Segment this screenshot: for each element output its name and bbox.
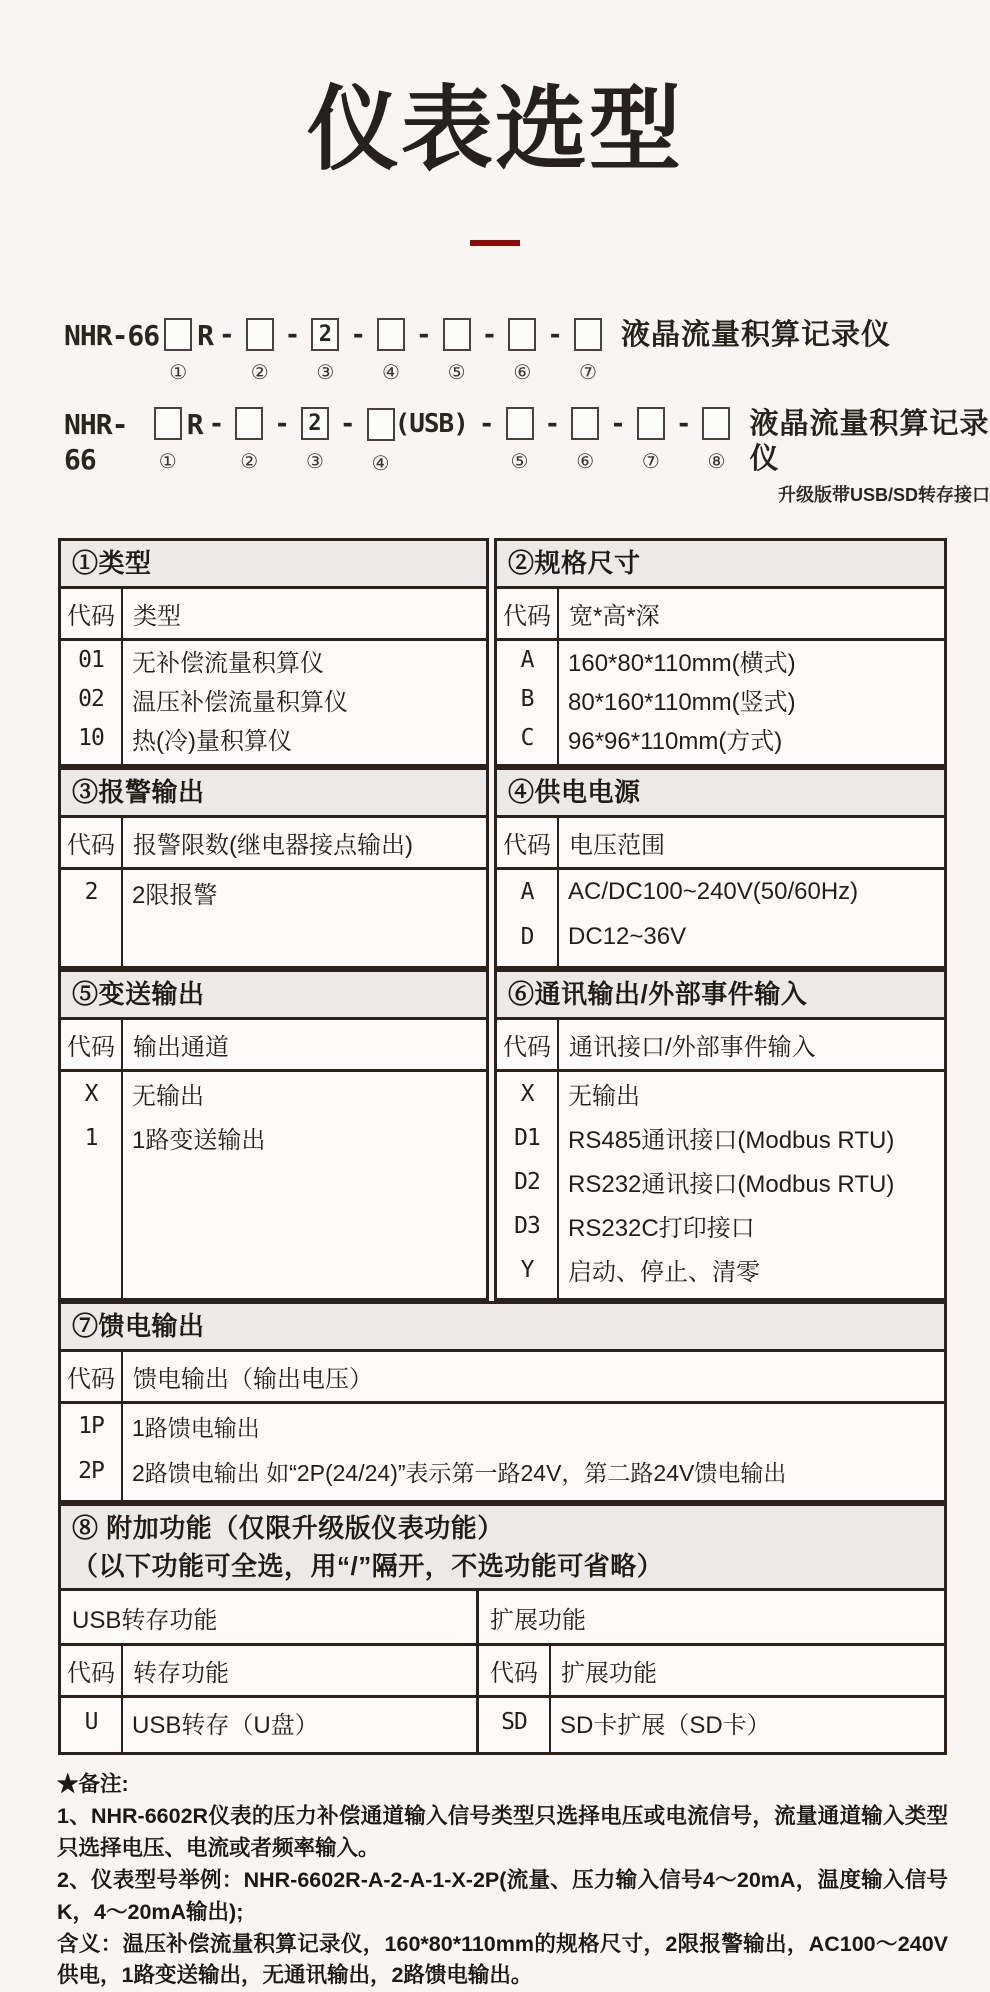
section-body bbox=[61, 1698, 476, 1752]
model-slot-4-usb bbox=[367, 407, 468, 474]
position-number: ① bbox=[169, 362, 188, 384]
model-slot-6 bbox=[571, 407, 599, 472]
code-box bbox=[154, 407, 182, 440]
desc-cell: 无输出 bbox=[568, 1083, 640, 1111]
notes bbox=[57, 1769, 948, 1992]
code-cell: C bbox=[497, 719, 559, 758]
filler-row bbox=[61, 1494, 944, 1500]
model-slot-7 bbox=[637, 407, 665, 472]
table-row bbox=[61, 870, 486, 915]
section-size bbox=[494, 538, 947, 767]
code-cell: 2P bbox=[61, 1449, 123, 1494]
usb-transfer-subtable bbox=[61, 1591, 476, 1752]
model-slot-1 bbox=[164, 318, 192, 383]
code-cell: X bbox=[497, 1072, 559, 1116]
code-box bbox=[164, 318, 192, 351]
code-box bbox=[702, 407, 730, 440]
code-box bbox=[508, 318, 536, 351]
usb-label: (USB) bbox=[394, 409, 468, 439]
desc-header-cell: 馈电输出（输出电压） bbox=[133, 1365, 373, 1393]
dash-separator: - bbox=[544, 409, 561, 439]
section-additional-functions bbox=[58, 1503, 947, 1756]
code-cell: 1P bbox=[61, 1404, 123, 1449]
desc-cell: DC12~36V bbox=[568, 923, 687, 951]
section-body bbox=[497, 641, 944, 764]
code-header-cell: 代码 bbox=[497, 589, 559, 638]
code-header-cell: 代码 bbox=[479, 1646, 551, 1695]
dash-separator: - bbox=[481, 320, 498, 350]
position-number: ② bbox=[250, 362, 269, 384]
code-box bbox=[637, 407, 665, 440]
model-slot-3 bbox=[311, 318, 339, 383]
section-body bbox=[61, 1072, 486, 1298]
position-number: ② bbox=[240, 451, 259, 473]
desc-header-cell: 扩展功能 bbox=[561, 1660, 657, 1688]
usb-box-row bbox=[367, 407, 468, 442]
model-suffix-col bbox=[621, 318, 891, 353]
table-row bbox=[497, 1116, 944, 1160]
model-slot-5 bbox=[443, 318, 471, 383]
position-number: ⑥ bbox=[576, 451, 595, 473]
product-name: 液晶流量积算记录仪 bbox=[749, 408, 990, 475]
desc-cell: 160*80*110mm(横式) bbox=[568, 649, 796, 677]
position-number: ④ bbox=[382, 362, 400, 384]
section-alarm-output bbox=[58, 767, 489, 969]
table-band-3 bbox=[58, 969, 947, 1301]
model-slot-7 bbox=[574, 318, 602, 383]
code-cell: A bbox=[497, 641, 559, 680]
code-box: 2 bbox=[311, 318, 339, 351]
expansion-subtable bbox=[476, 1591, 944, 1752]
model-slot-1 bbox=[154, 407, 182, 472]
model-slot-8 bbox=[702, 407, 730, 472]
model-letter-r: R bbox=[197, 319, 214, 352]
desc-header-cell: 电压范围 bbox=[569, 831, 665, 859]
section-body bbox=[61, 870, 486, 966]
code-box bbox=[571, 407, 599, 440]
subheader-row bbox=[479, 1646, 944, 1698]
position-number: ⑥ bbox=[513, 362, 532, 384]
dash-separator: - bbox=[274, 409, 290, 439]
section-header: ④供电电源 bbox=[497, 770, 944, 818]
code-header-cell: 代码 bbox=[497, 1020, 559, 1069]
table-row bbox=[61, 719, 486, 758]
desc-cell: SD卡扩展（SD卡） bbox=[560, 1711, 771, 1739]
subheader-row bbox=[497, 818, 944, 870]
desc-cell: RS232通讯接口(Modbus RTU) bbox=[568, 1171, 895, 1199]
dash-separator: - bbox=[219, 320, 235, 350]
position-number: ⑦ bbox=[578, 362, 597, 384]
code-box bbox=[506, 407, 534, 440]
position-number: ⑤ bbox=[447, 362, 466, 384]
section-body bbox=[479, 1698, 944, 1752]
dash-separator: - bbox=[415, 320, 432, 350]
section-transmit-output bbox=[58, 969, 489, 1301]
subheader-row bbox=[497, 589, 944, 641]
section-header: ②规格尺寸 bbox=[497, 541, 944, 589]
note-line: 1、NHR-6602R仪表的压力补偿通道输入信号类型只选择电压或电流信号，流量通道输入类型只选择电压、电流或者频率输入。 bbox=[57, 1804, 948, 1861]
code-box bbox=[246, 318, 274, 351]
table-row bbox=[497, 1248, 944, 1292]
code-box bbox=[574, 318, 602, 351]
subheader-row bbox=[61, 1352, 944, 1404]
table-band-2 bbox=[58, 767, 947, 969]
section-header: ③报警输出 bbox=[61, 770, 486, 818]
section-header-line-2: （以下功能可全选，用“/”隔开，不选功能可省略） bbox=[72, 1550, 664, 1581]
subheader-row bbox=[61, 1020, 486, 1072]
filler-row bbox=[61, 758, 486, 764]
code-box: 2 bbox=[301, 407, 329, 440]
dash-separator: - bbox=[675, 409, 692, 439]
position-number: ⑤ bbox=[510, 451, 529, 473]
code-cell: D2 bbox=[497, 1160, 559, 1204]
subheader-row bbox=[61, 1646, 476, 1698]
section-body bbox=[61, 641, 486, 764]
section-power-supply bbox=[494, 767, 947, 969]
table-row bbox=[61, 680, 486, 719]
section-header bbox=[61, 1506, 944, 1592]
code-cell: U bbox=[61, 1698, 123, 1746]
table-row bbox=[61, 1698, 476, 1746]
filler-row bbox=[497, 1292, 944, 1298]
title-underline bbox=[470, 240, 520, 246]
code-box bbox=[235, 407, 263, 440]
position-number: ⑦ bbox=[641, 451, 660, 473]
desc-cell: 1路馈电输出 bbox=[132, 1414, 260, 1441]
code-cell: 1 bbox=[61, 1116, 123, 1160]
code-header-cell: 代码 bbox=[61, 1020, 123, 1069]
section-header: ⑦馈电输出 bbox=[61, 1304, 944, 1352]
dash-separator: - bbox=[208, 409, 225, 439]
dash-separator: - bbox=[350, 320, 366, 350]
section-body bbox=[61, 1404, 944, 1500]
model-prefix: NHR-66 bbox=[64, 319, 160, 352]
group-title: 扩展功能 bbox=[479, 1591, 944, 1646]
model-slot-3 bbox=[301, 407, 329, 472]
section-header: ⑤变送输出 bbox=[61, 972, 486, 1020]
table-row bbox=[497, 1160, 944, 1204]
product-name: 液晶流量积算记录仪 bbox=[620, 319, 891, 351]
section-body bbox=[497, 870, 944, 966]
table-row bbox=[61, 1072, 486, 1116]
table-row bbox=[497, 719, 944, 758]
position-number: ③ bbox=[316, 362, 335, 384]
desc-header-cell: 类型 bbox=[133, 602, 181, 630]
desc-cell: 80*160*110mm(竖式) bbox=[568, 688, 796, 716]
table-row bbox=[61, 1116, 486, 1160]
desc-cell: 2路馈电输出 如“2P(24/24)”表示第一路24V，第二路24V馈电输出 bbox=[132, 1459, 787, 1486]
code-header-cell: 代码 bbox=[497, 818, 559, 867]
section-header: ⑥通讯输出/外部事件输入 bbox=[497, 972, 944, 1020]
dash-separator: - bbox=[284, 320, 301, 350]
desc-cell: 热(冷)量积算仪 bbox=[132, 727, 292, 755]
desc-cell: 温压补偿流量积算仪 bbox=[132, 688, 348, 716]
code-header-cell: 代码 bbox=[61, 589, 123, 638]
model-letter-r: R bbox=[186, 408, 203, 441]
desc-cell: RS485通讯接口(Modbus RTU) bbox=[568, 1127, 895, 1155]
code-box bbox=[367, 408, 395, 441]
table-band-1 bbox=[58, 538, 947, 767]
note-line: 含义：温压补偿流量积算记录仪，160*80*110mm的规格尺寸，2限报警输出，AC100～240V供电，1路变送输出，无通讯输出，2路馈电输出。 bbox=[57, 1931, 948, 1988]
model-code-block bbox=[64, 318, 990, 504]
position-number: ⑧ bbox=[707, 451, 726, 473]
position-number: ③ bbox=[305, 451, 324, 473]
filler-row bbox=[479, 1746, 944, 1752]
code-cell: Y bbox=[497, 1248, 559, 1292]
model-slot-6 bbox=[508, 318, 536, 383]
code-cell: B bbox=[497, 680, 559, 719]
model-slot-4 bbox=[377, 318, 405, 383]
desc-header-cell: 报警限数(继电器接点输出) bbox=[133, 831, 413, 859]
dash-separator: - bbox=[478, 409, 495, 439]
section-body bbox=[497, 1072, 944, 1298]
code-cell: 02 bbox=[61, 680, 123, 719]
table-row bbox=[61, 1449, 944, 1494]
code-box bbox=[443, 318, 471, 351]
filler-row bbox=[497, 758, 944, 764]
position-number: ④ bbox=[371, 453, 390, 475]
desc-cell: AC/DC100~240V(50/60Hz) bbox=[568, 878, 859, 906]
table-row bbox=[497, 870, 944, 915]
notes-title: ★备注: bbox=[57, 1772, 129, 1797]
code-header-cell: 代码 bbox=[61, 1646, 123, 1695]
table-row bbox=[497, 1204, 944, 1248]
subheader-row bbox=[497, 1020, 944, 1072]
table-row bbox=[497, 641, 944, 680]
code-cell: D1 bbox=[497, 1116, 559, 1160]
code-cell: 01 bbox=[61, 641, 123, 680]
section-feed-output bbox=[58, 1301, 947, 1503]
filler-row bbox=[61, 1160, 486, 1298]
code-cell: 2 bbox=[61, 870, 123, 915]
table-row bbox=[497, 1072, 944, 1116]
selection-table bbox=[58, 538, 947, 1755]
code-header-cell: 代码 bbox=[61, 818, 123, 867]
model-line-1 bbox=[64, 318, 990, 383]
section-header-line-1: ⑧ 附加功能（仅限升级版仪表功能） bbox=[72, 1512, 504, 1543]
code-cell: SD bbox=[479, 1698, 551, 1746]
table-row bbox=[61, 641, 486, 680]
subheader-row bbox=[61, 589, 486, 641]
table-row bbox=[497, 915, 944, 960]
filler-row bbox=[497, 960, 944, 966]
desc-cell: 2限报警 bbox=[132, 881, 218, 909]
table-row bbox=[497, 680, 944, 719]
desc-cell: 无补偿流量积算仪 bbox=[132, 649, 324, 677]
model-slot-5 bbox=[506, 407, 534, 472]
model-prefix: NHR-66 bbox=[64, 408, 128, 476]
group-title: USB转存功能 bbox=[61, 1591, 476, 1646]
desc-header-cell: 输出通道 bbox=[133, 1033, 229, 1061]
code-cell: D3 bbox=[497, 1204, 559, 1248]
desc-cell: USB转存（U盘） bbox=[132, 1711, 319, 1739]
code-cell: X bbox=[61, 1072, 123, 1116]
page-title: 仪表选型 bbox=[306, 79, 683, 181]
code-cell: D bbox=[497, 915, 559, 960]
position-number: ① bbox=[158, 451, 177, 473]
desc-cell: 1路变送输出 bbox=[132, 1127, 266, 1155]
filler-row bbox=[61, 915, 486, 966]
upgrade-note: 升级版带USB/SD转存接口 bbox=[777, 485, 990, 505]
desc-cell: 启动、停止、清零 bbox=[568, 1259, 760, 1287]
code-header-cell: 代码 bbox=[61, 1352, 123, 1401]
desc-cell: 无输出 bbox=[132, 1083, 204, 1111]
model-slot-2 bbox=[246, 318, 274, 383]
sub-table-columns bbox=[61, 1591, 944, 1752]
desc-header-cell: 转存功能 bbox=[133, 1660, 229, 1688]
section-communication bbox=[494, 969, 947, 1301]
section-header: ①类型 bbox=[61, 541, 486, 589]
code-cell: A bbox=[497, 870, 559, 915]
code-box bbox=[377, 318, 405, 351]
dash-separator: - bbox=[547, 320, 563, 350]
subheader-row bbox=[61, 818, 486, 870]
desc-cell: 96*96*110mm(方式) bbox=[568, 727, 783, 755]
table-band-4 bbox=[58, 1301, 947, 1503]
model-slot-2 bbox=[235, 407, 263, 472]
note-line: 2、仪表型号举例：NHR-6602R-A-2-A-1-X-2P(流量、压力输入信号4～20mA，温度输入信号K，4～20mA输出); bbox=[57, 1867, 948, 1924]
desc-header-cell: 通讯接口/外部事件输入 bbox=[569, 1033, 816, 1061]
table-row bbox=[479, 1698, 944, 1746]
code-cell: 10 bbox=[61, 719, 123, 758]
model-suffix-col bbox=[749, 407, 990, 504]
desc-header-cell: 宽*高*深 bbox=[569, 602, 660, 630]
model-line-2 bbox=[64, 407, 990, 504]
table-band-5 bbox=[58, 1503, 947, 1756]
section-type bbox=[58, 538, 489, 767]
dash-separator: - bbox=[610, 409, 626, 439]
table-row bbox=[61, 1404, 944, 1449]
dash-separator: - bbox=[339, 409, 356, 439]
filler-row bbox=[61, 1746, 476, 1752]
desc-cell: RS232C打印接口 bbox=[568, 1215, 755, 1243]
